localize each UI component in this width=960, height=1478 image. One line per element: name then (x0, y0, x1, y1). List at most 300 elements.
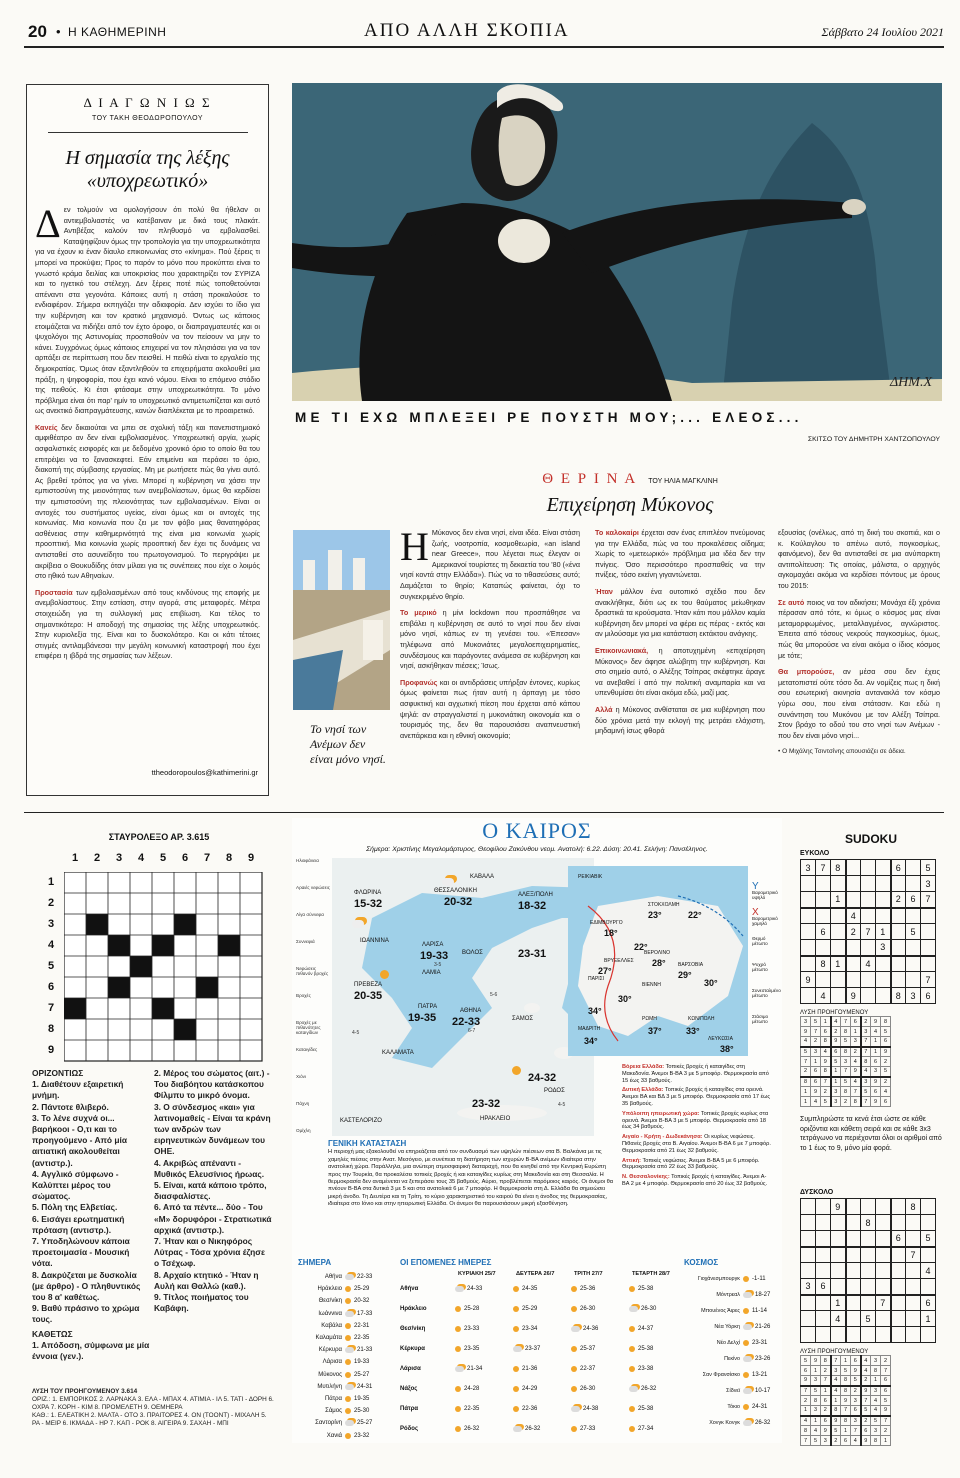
sudoku-cell[interactable]: 6 (921, 988, 936, 1004)
sudoku-cell[interactable]: 7 (841, 1406, 851, 1416)
sudoku-cell[interactable]: 3 (801, 1017, 811, 1027)
sudoku-cell[interactable]: 5 (831, 1057, 841, 1067)
sudoku-cell[interactable]: 5 (801, 1356, 811, 1366)
sudoku-cell[interactable]: 3 (821, 1436, 831, 1446)
sudoku-cell[interactable]: 8 (821, 1037, 831, 1047)
sudoku-cell[interactable] (876, 860, 891, 876)
sudoku-cell[interactable]: 7 (821, 1077, 831, 1087)
sudoku-cell[interactable]: 4 (801, 1037, 811, 1047)
sudoku-cell[interactable]: 2 (881, 1426, 891, 1436)
sudoku-cell[interactable]: 5 (841, 1037, 851, 1047)
sudoku-cell[interactable] (846, 972, 861, 988)
sudoku-cell[interactable]: 3 (831, 1366, 841, 1376)
sudoku-cell[interactable] (891, 1279, 906, 1295)
sudoku-cell[interactable] (891, 1247, 906, 1263)
sudoku-cell[interactable] (861, 988, 876, 1004)
sudoku-cell[interactable]: 3 (861, 1027, 871, 1037)
sudoku-cell[interactable]: 4 (821, 1047, 831, 1057)
sudoku-cell[interactable]: 5 (881, 1067, 891, 1077)
sudoku-cell[interactable]: 6 (811, 1077, 821, 1087)
sudoku-cell[interactable] (891, 940, 906, 956)
sudoku-cell[interactable] (891, 908, 906, 924)
sudoku-cell[interactable]: 8 (831, 1406, 841, 1416)
sudoku-cell[interactable] (816, 1311, 831, 1327)
sudoku-cell[interactable]: 7 (841, 1017, 851, 1027)
sudoku-cell[interactable]: 3 (861, 1077, 871, 1087)
sudoku-cell[interactable]: 9 (831, 1037, 841, 1047)
sudoku-cell[interactable] (906, 1311, 921, 1327)
sudoku-cell[interactable]: 4 (921, 1263, 936, 1279)
sudoku-cell[interactable]: 5 (921, 860, 936, 876)
sudoku-cell[interactable]: 8 (871, 1436, 881, 1446)
sudoku-cell[interactable] (921, 1327, 936, 1343)
sudoku-cell[interactable] (921, 908, 936, 924)
sudoku-cell[interactable]: 3 (851, 1396, 861, 1406)
sudoku-cell[interactable]: 7 (881, 1416, 891, 1426)
sudoku-cell[interactable]: 9 (881, 1406, 891, 1416)
sudoku-cell[interactable]: 9 (861, 1386, 871, 1396)
sudoku-cell[interactable] (831, 876, 846, 892)
sudoku-cell[interactable] (816, 1199, 831, 1215)
sudoku-cell[interactable] (801, 1295, 816, 1311)
sudoku-cell[interactable]: 9 (851, 1067, 861, 1077)
sudoku-cell[interactable]: 2 (881, 1077, 891, 1087)
sudoku-cell[interactable]: 4 (846, 908, 861, 924)
sudoku-cell[interactable]: 1 (801, 1097, 811, 1107)
sudoku-cell[interactable]: 9 (801, 1027, 811, 1037)
sudoku-cell[interactable] (891, 876, 906, 892)
sudoku-cell[interactable]: 1 (811, 1416, 821, 1426)
sudoku-cell[interactable]: 4 (871, 1396, 881, 1406)
sudoku-cell[interactable]: 3 (831, 1087, 841, 1097)
sudoku-cell[interactable] (906, 956, 921, 972)
sudoku-cell[interactable] (801, 1199, 816, 1215)
sudoku-cell[interactable] (816, 892, 831, 908)
sudoku-cell[interactable]: 8 (841, 1416, 851, 1426)
sudoku-cell[interactable] (846, 892, 861, 908)
sudoku-cell[interactable] (876, 892, 891, 908)
sudoku-cell[interactable]: 7 (861, 1047, 871, 1057)
sudoku-cell[interactable] (906, 1279, 921, 1295)
sudoku-cell[interactable] (876, 1199, 891, 1215)
sudoku-cell[interactable]: 7 (851, 1426, 861, 1436)
sudoku-cell[interactable]: 2 (801, 1396, 811, 1406)
sudoku-cell[interactable] (816, 972, 831, 988)
sudoku-cell[interactable]: 6 (851, 1406, 861, 1416)
sudoku-cell[interactable] (846, 1199, 861, 1215)
sudoku-cell[interactable]: 9 (841, 1396, 851, 1406)
sudoku-cell[interactable]: 5 (871, 1416, 881, 1426)
sudoku-cell[interactable] (876, 1231, 891, 1247)
sudoku-cell[interactable]: 6 (906, 892, 921, 908)
sudoku-cell[interactable]: 4 (851, 1077, 861, 1087)
sudoku-cell[interactable] (801, 892, 816, 908)
sudoku-cell[interactable] (816, 1247, 831, 1263)
sudoku-cell[interactable] (846, 1231, 861, 1247)
sudoku-cell[interactable] (816, 940, 831, 956)
sudoku-cell[interactable] (816, 1295, 831, 1311)
sudoku-cell[interactable]: 6 (816, 1279, 831, 1295)
sudoku-cell[interactable] (801, 956, 816, 972)
sudoku-cell[interactable]: 9 (871, 1077, 881, 1087)
sudoku-cell[interactable]: 5 (811, 1386, 821, 1396)
sudoku-cell[interactable]: 6 (871, 1057, 881, 1067)
sudoku-cell[interactable] (861, 1327, 876, 1343)
sudoku-cell[interactable]: 8 (821, 1356, 831, 1366)
sudoku-cell[interactable]: 8 (881, 1017, 891, 1027)
sudoku-cell[interactable]: 1 (881, 1436, 891, 1446)
sudoku-cell[interactable] (876, 1311, 891, 1327)
sudoku-cell[interactable] (906, 972, 921, 988)
sudoku-cell[interactable]: 4 (861, 1067, 871, 1077)
sudoku-cell[interactable]: 1 (841, 1426, 851, 1436)
sudoku-cell[interactable] (846, 860, 861, 876)
sudoku-cell[interactable] (801, 1247, 816, 1263)
sudoku-cell[interactable]: 6 (881, 1386, 891, 1396)
sudoku-cell[interactable]: 2 (841, 1097, 851, 1107)
sudoku-cell[interactable]: 9 (821, 1057, 831, 1067)
sudoku-cell[interactable]: 2 (861, 1376, 871, 1386)
sudoku-cell[interactable] (861, 908, 876, 924)
sudoku-cell[interactable]: 7 (921, 972, 936, 988)
sudoku-cell[interactable] (846, 876, 861, 892)
sudoku-cell[interactable] (876, 956, 891, 972)
sudoku-cell[interactable]: 3 (871, 1067, 881, 1077)
sudoku-cell[interactable]: 8 (841, 1087, 851, 1097)
sudoku-cell[interactable]: 4 (831, 1311, 846, 1327)
sudoku-cell[interactable]: 4 (851, 1436, 861, 1446)
sudoku-cell[interactable] (921, 1279, 936, 1295)
sudoku-cell[interactable] (861, 1199, 876, 1215)
sudoku-cell[interactable]: 8 (841, 1047, 851, 1057)
sudoku-cell[interactable]: 1 (821, 1386, 831, 1396)
sudoku-cell[interactable]: 9 (846, 988, 861, 1004)
sudoku-cell[interactable] (876, 1279, 891, 1295)
sudoku-cell[interactable]: 7 (801, 1057, 811, 1067)
sudoku-cell[interactable]: 7 (876, 1295, 891, 1311)
sudoku-cell[interactable]: 3 (876, 940, 891, 956)
sudoku-cell[interactable]: 4 (861, 956, 876, 972)
sudoku-cell[interactable]: 1 (831, 1396, 841, 1406)
sudoku-cell[interactable]: 8 (801, 1077, 811, 1087)
sudoku-cell[interactable] (891, 972, 906, 988)
sudoku-cell[interactable]: 5 (811, 1436, 821, 1446)
sudoku-cell[interactable] (861, 1279, 876, 1295)
sudoku-cell[interactable]: 6 (921, 1295, 936, 1311)
sudoku-cell[interactable]: 2 (881, 1057, 891, 1067)
sudoku-cell[interactable] (846, 1327, 861, 1343)
sudoku-cell[interactable]: 8 (841, 1386, 851, 1396)
sudoku-cell[interactable]: 4 (861, 1356, 871, 1366)
sudoku-cell[interactable] (801, 1231, 816, 1247)
sudoku-cell[interactable] (846, 1263, 861, 1279)
sudoku-cell[interactable]: 1 (871, 1037, 881, 1047)
sudoku-cell[interactable] (801, 1311, 816, 1327)
sudoku-cell[interactable] (846, 1247, 861, 1263)
sudoku-cell[interactable] (921, 1247, 936, 1263)
sudoku-cell[interactable]: 3 (811, 1406, 821, 1416)
sudoku-cell[interactable]: 7 (831, 1356, 841, 1366)
sudoku-cell[interactable] (831, 972, 846, 988)
sudoku-cell[interactable]: 6 (801, 1366, 811, 1376)
sudoku-cell[interactable] (876, 1247, 891, 1263)
sudoku-cell[interactable]: 9 (851, 1366, 861, 1376)
sudoku-cell[interactable]: 3 (841, 1057, 851, 1067)
sudoku-cell[interactable] (891, 1311, 906, 1327)
sudoku-cell[interactable]: 1 (831, 1067, 841, 1077)
sudoku-cell[interactable] (906, 1215, 921, 1231)
sudoku-cell[interactable]: 2 (891, 892, 906, 908)
sudoku-cell[interactable]: 3 (921, 876, 936, 892)
sudoku-cell[interactable]: 2 (821, 1366, 831, 1376)
sudoku-cell[interactable]: 5 (921, 1231, 936, 1247)
sudoku-cell[interactable]: 5 (831, 1426, 841, 1436)
sudoku-cell[interactable]: 1 (876, 924, 891, 940)
sudoku-cell[interactable]: 3 (831, 1097, 841, 1107)
column-email[interactable]: ttheodoropoulos@kathimerini.gr (151, 768, 258, 777)
sudoku-cell[interactable]: 6 (851, 1017, 861, 1027)
sudoku-cell[interactable] (831, 908, 846, 924)
sudoku-cell[interactable]: 8 (851, 1097, 861, 1107)
sudoku-cell[interactable]: 7 (851, 1087, 861, 1097)
sudoku-cell[interactable]: 7 (801, 1436, 811, 1446)
sudoku-cell[interactable]: 9 (861, 1436, 871, 1446)
sudoku-cell[interactable] (861, 1295, 876, 1311)
sudoku-cell[interactable] (816, 1327, 831, 1343)
sudoku-cell[interactable] (876, 908, 891, 924)
sudoku-cell[interactable] (846, 1279, 861, 1295)
sudoku-cell[interactable]: 4 (831, 1376, 841, 1386)
sudoku-cell[interactable]: 3 (851, 1037, 861, 1047)
sudoku-cell[interactable] (876, 988, 891, 1004)
sudoku-cell[interactable]: 4 (811, 1426, 821, 1436)
sudoku-cell[interactable]: 4 (871, 1027, 881, 1037)
sudoku-cell[interactable]: 2 (801, 1067, 811, 1077)
sudoku-cell[interactable] (801, 924, 816, 940)
sudoku-cell[interactable] (831, 924, 846, 940)
sudoku-cell[interactable]: 1 (871, 1047, 881, 1057)
sudoku-cell[interactable]: 7 (861, 1097, 871, 1107)
sudoku-cell[interactable]: 6 (811, 1067, 821, 1077)
sudoku-cell[interactable]: 8 (861, 1057, 871, 1067)
sudoku-cell[interactable]: 2 (881, 1356, 891, 1366)
sudoku-cell[interactable] (816, 1263, 831, 1279)
sudoku-cell[interactable]: 6 (851, 1356, 861, 1366)
sudoku-cell[interactable] (891, 1215, 906, 1231)
sudoku-cell[interactable]: 4 (871, 1406, 881, 1416)
sudoku-cell[interactable]: 1 (811, 1366, 821, 1376)
sudoku-cell[interactable] (921, 1215, 936, 1231)
sudoku-cell[interactable] (921, 956, 936, 972)
sudoku-cell[interactable]: 9 (881, 1047, 891, 1057)
sudoku-cell[interactable]: 1 (831, 892, 846, 908)
sudoku-cell[interactable]: 8 (816, 956, 831, 972)
sudoku-cell[interactable]: 1 (841, 1356, 851, 1366)
sudoku-cell[interactable] (816, 908, 831, 924)
sudoku-cell[interactable] (861, 940, 876, 956)
sudoku-cell[interactable]: 3 (906, 988, 921, 1004)
sudoku-cell[interactable]: 3 (871, 1386, 881, 1396)
sudoku-cell[interactable] (891, 924, 906, 940)
sudoku-cell[interactable]: 2 (846, 924, 861, 940)
sudoku-cell[interactable] (846, 1215, 861, 1231)
sudoku-cell[interactable]: 4 (801, 1416, 811, 1426)
sudoku-cell[interactable] (831, 1215, 846, 1231)
sudoku-cell[interactable]: 5 (861, 1406, 871, 1416)
sudoku-cell[interactable] (801, 908, 816, 924)
sudoku-cell[interactable]: 6 (821, 1396, 831, 1406)
sudoku-cell[interactable]: 3 (871, 1356, 881, 1366)
sudoku-cell[interactable]: 1 (801, 1087, 811, 1097)
sudoku-cell[interactable] (921, 1199, 936, 1215)
sudoku-cell[interactable]: 3 (801, 1279, 816, 1295)
sudoku-cell[interactable]: 5 (811, 1017, 821, 1027)
sudoku-cell[interactable]: 3 (811, 1376, 821, 1386)
sudoku-cell[interactable]: 7 (906, 1247, 921, 1263)
sudoku-cell[interactable]: 6 (871, 1087, 881, 1097)
sudoku-cell[interactable] (876, 1327, 891, 1343)
sudoku-cell[interactable]: 5 (861, 1311, 876, 1327)
sudoku-cell[interactable]: 1 (921, 1311, 936, 1327)
sudoku-cell[interactable] (816, 1215, 831, 1231)
sudoku-cell[interactable]: 7 (841, 1067, 851, 1077)
sudoku-cell[interactable]: 6 (841, 1436, 851, 1446)
sudoku-cell[interactable] (801, 988, 816, 1004)
sudoku-cell[interactable] (861, 892, 876, 908)
sudoku-cell[interactable]: 8 (906, 1199, 921, 1215)
sudoku-cell[interactable]: 7 (861, 1037, 871, 1047)
sudoku-cell[interactable] (921, 940, 936, 956)
sudoku-cell[interactable]: 8 (841, 1027, 851, 1037)
sudoku-cell[interactable]: 8 (871, 1366, 881, 1376)
sudoku-cell[interactable] (846, 1311, 861, 1327)
sudoku-cell[interactable]: 1 (801, 1406, 811, 1416)
sudoku-cell[interactable] (861, 876, 876, 892)
sudoku-cell[interactable]: 7 (816, 860, 831, 876)
sudoku-cell[interactable] (861, 1263, 876, 1279)
sudoku-cell[interactable] (906, 1263, 921, 1279)
sudoku-cell[interactable]: 9 (801, 1376, 811, 1386)
sudoku-cell[interactable] (906, 1327, 921, 1343)
sudoku-cell[interactable]: 2 (821, 1087, 831, 1097)
sudoku-cell[interactable]: 6 (821, 1027, 831, 1037)
sudoku-cell[interactable]: 4 (811, 1097, 821, 1107)
sudoku-cell[interactable]: 2 (851, 1047, 861, 1057)
sudoku-cell[interactable] (891, 956, 906, 972)
sudoku-cell[interactable] (861, 1231, 876, 1247)
sudoku-cell[interactable]: 1 (871, 1376, 881, 1386)
sudoku-cell[interactable]: 8 (891, 988, 906, 1004)
sudoku-cell[interactable]: 8 (801, 1426, 811, 1436)
sudoku-cell[interactable]: 7 (861, 924, 876, 940)
sudoku-cell[interactable]: 1 (811, 1057, 821, 1067)
sudoku-cell[interactable]: 6 (891, 860, 906, 876)
sudoku-cell[interactable]: 8 (821, 1067, 831, 1077)
sudoku-cell[interactable]: 2 (851, 1386, 861, 1396)
sudoku-cell[interactable] (891, 1295, 906, 1311)
sudoku-cell[interactable]: 7 (921, 892, 936, 908)
sudoku-cell[interactable] (846, 1295, 861, 1311)
sudoku-cell[interactable] (876, 876, 891, 892)
sudoku-cell[interactable] (801, 1215, 816, 1231)
sudoku-cell[interactable] (831, 940, 846, 956)
sudoku-cell[interactable] (876, 972, 891, 988)
sudoku-cell[interactable]: 8 (841, 1376, 851, 1386)
sudoku-cell[interactable] (831, 1247, 846, 1263)
sudoku-cell[interactable] (816, 876, 831, 892)
sudoku-cell[interactable]: 5 (801, 1047, 811, 1057)
sudoku-cell[interactable] (831, 1279, 846, 1295)
sudoku-cell[interactable]: 6 (816, 924, 831, 940)
sudoku-cell[interactable] (876, 1263, 891, 1279)
sudoku-cell[interactable]: 7 (861, 1396, 871, 1406)
sudoku-cell[interactable]: 5 (881, 1396, 891, 1406)
sudoku-cell[interactable]: 6 (891, 1231, 906, 1247)
sudoku-cell[interactable] (891, 1327, 906, 1343)
sudoku-cell[interactable]: 4 (881, 1087, 891, 1097)
sudoku-cell[interactable]: 9 (871, 1097, 881, 1107)
sudoku-cell[interactable]: 3 (871, 1426, 881, 1436)
sudoku-cell[interactable]: 2 (831, 1436, 841, 1446)
sudoku-cell[interactable]: 4 (831, 1017, 841, 1027)
sudoku-cell[interactable]: 3 (851, 1416, 861, 1426)
sudoku-cell[interactable]: 6 (821, 1416, 831, 1426)
sudoku-cell[interactable] (906, 876, 921, 892)
sudoku-cell[interactable]: 9 (801, 972, 816, 988)
sudoku-cell[interactable] (891, 1199, 906, 1215)
sudoku-cell[interactable] (831, 1327, 846, 1343)
sudoku-cell[interactable] (921, 924, 936, 940)
sudoku-cell[interactable]: 1 (821, 1017, 831, 1027)
sudoku-cell[interactable]: 7 (881, 1366, 891, 1376)
sudoku-cell[interactable]: 6 (831, 1047, 841, 1057)
sudoku-cell[interactable]: 2 (811, 1037, 821, 1047)
sudoku-cell[interactable]: 7 (811, 1027, 821, 1037)
sudoku-cell[interactable]: 5 (906, 924, 921, 940)
sudoku-cell[interactable]: 9 (821, 1426, 831, 1436)
sudoku-cell[interactable] (816, 1231, 831, 1247)
sudoku-cell[interactable] (906, 1295, 921, 1311)
sudoku-cell[interactable]: 5 (851, 1376, 861, 1386)
sudoku-cell[interactable] (906, 940, 921, 956)
sudoku-cell[interactable]: 6 (881, 1097, 891, 1107)
sudoku-cell[interactable]: 3 (801, 860, 816, 876)
sudoku-cell[interactable] (891, 1263, 906, 1279)
sudoku-cell[interactable]: 3 (811, 1047, 821, 1057)
sudoku-cell[interactable]: 7 (821, 1376, 831, 1386)
sudoku-cell[interactable]: 2 (861, 1416, 871, 1426)
sudoku-cell[interactable] (861, 1247, 876, 1263)
sudoku-cell[interactable]: 6 (861, 1426, 871, 1436)
sudoku-cell[interactable]: 4 (851, 1057, 861, 1067)
sudoku-cell[interactable] (801, 940, 816, 956)
sudoku-cell[interactable]: 9 (831, 1416, 841, 1426)
sudoku-cell[interactable]: 8 (831, 860, 846, 876)
sudoku-cell[interactable]: 2 (861, 1017, 871, 1027)
sudoku-cell[interactable]: 4 (816, 988, 831, 1004)
sudoku-cell[interactable] (801, 1263, 816, 1279)
sudoku-cell[interactable]: 4 (861, 1366, 871, 1376)
sudoku-cell[interactable] (861, 860, 876, 876)
sudoku-cell[interactable]: 5 (861, 1087, 871, 1097)
sudoku-cell[interactable] (906, 860, 921, 876)
sudoku-cell[interactable] (831, 988, 846, 1004)
sudoku-cell[interactable]: 5 (841, 1366, 851, 1376)
sudoku-cell[interactable] (861, 972, 876, 988)
sudoku-cell[interactable]: 8 (811, 1396, 821, 1406)
sudoku-cell[interactable] (906, 908, 921, 924)
sudoku-cell[interactable]: 9 (831, 1199, 846, 1215)
